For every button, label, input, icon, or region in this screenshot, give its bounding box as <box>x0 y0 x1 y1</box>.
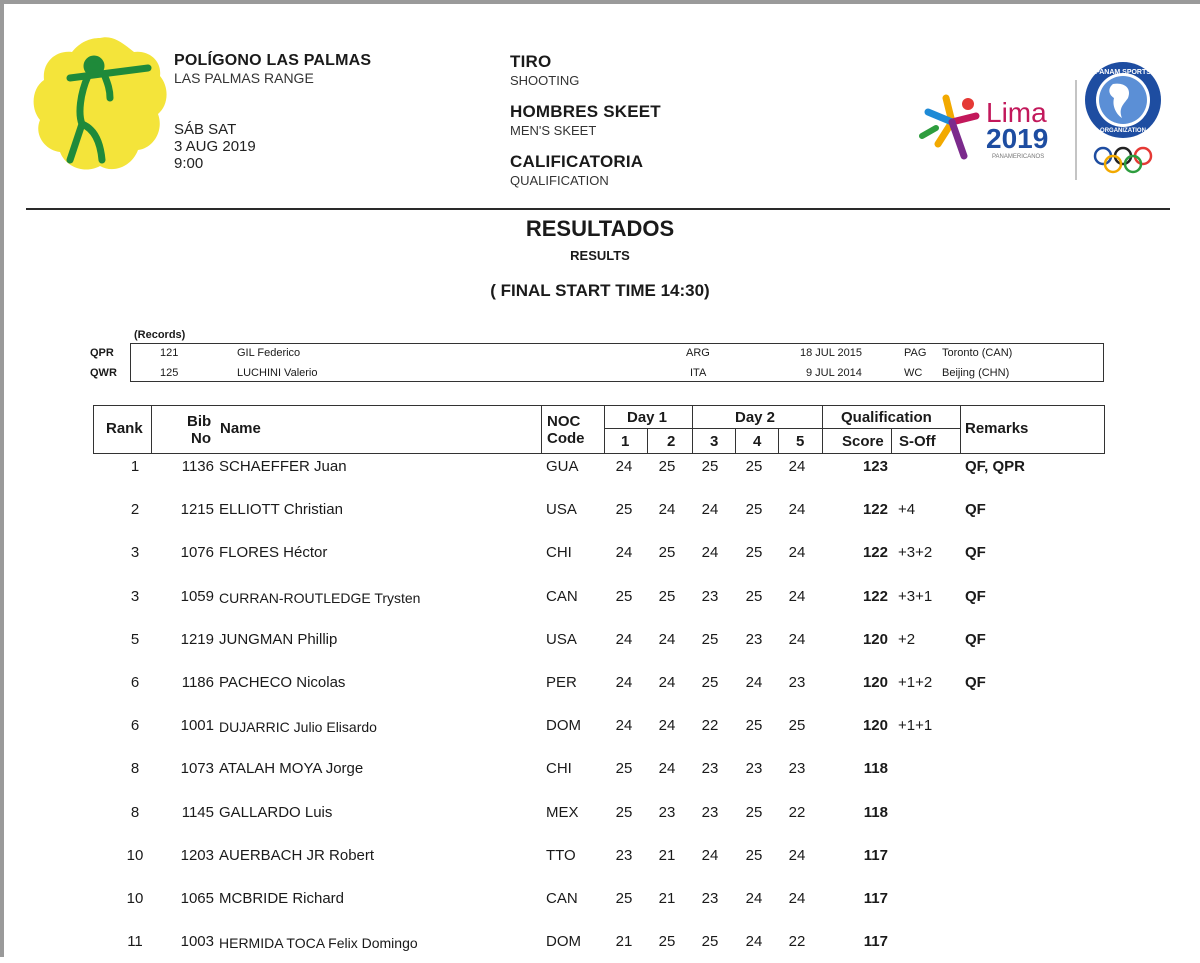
series-score-cell: 25 <box>745 501 763 519</box>
series-score-cell: 25 <box>658 458 676 475</box>
sport-en: SHOOTING <box>510 73 580 88</box>
phase-en: QUALIFICATION <box>510 173 609 188</box>
noc-cell: CHI <box>546 760 572 778</box>
athlete-name-cell: PACHECO Nicolas <box>219 674 346 691</box>
record-place: Beijing (CHN) <box>942 367 1010 379</box>
series-score-cell: 24 <box>658 760 676 778</box>
series-score-cell: 24 <box>615 674 633 691</box>
header-noc: NOC <box>547 413 581 430</box>
series-score-cell: 24 <box>615 544 633 562</box>
record-row <box>0 364 1200 382</box>
panam-sports-logo <box>1085 62 1161 172</box>
header-no: No <box>191 430 211 447</box>
series-score-cell: 23 <box>701 587 719 605</box>
series-score-cell: 24 <box>701 846 719 864</box>
header-series-2: 2 <box>667 433 676 450</box>
rank-cell: 3 <box>130 544 140 562</box>
series-score-cell: 24 <box>658 630 676 648</box>
total-score-cell: 118 <box>863 760 888 778</box>
total-score-cell: 122 <box>862 587 888 605</box>
record-place: Toronto (CAN) <box>942 347 1013 359</box>
header-day1: Day 1 <box>627 409 668 426</box>
series-score-cell: 24 <box>615 717 633 735</box>
athlete-name-cell: AUERBACH JR Robert <box>219 846 375 864</box>
table-row <box>0 544 1200 574</box>
page-subtitle: RESULTS <box>570 248 630 263</box>
record-noc: ITA <box>690 367 707 379</box>
results-table-header <box>93 405 1105 454</box>
panam-bottom-text: ORGANIZATION <box>1100 128 1146 134</box>
rank-cell: 11 <box>127 933 143 951</box>
total-score-cell: 117 <box>863 846 888 864</box>
venue-name-en: LAS PALMAS RANGE <box>174 70 314 86</box>
series-score-cell: 24 <box>745 674 763 691</box>
date-block <box>174 121 256 172</box>
series-score-cell: 23 <box>701 760 719 778</box>
header-series-4: 4 <box>753 433 762 450</box>
series-score-cell: 24 <box>658 501 676 519</box>
series-score-cell: 25 <box>745 587 763 605</box>
venue-name-es: POLÍGONO LAS PALMAS <box>174 52 372 69</box>
series-score-cell: 24 <box>788 501 806 519</box>
series-score-cell: 25 <box>658 933 676 951</box>
shoot-off-cell: +1+2 <box>898 674 933 691</box>
lima-text: Lima <box>986 97 1047 128</box>
series-score-cell: 25 <box>615 587 633 605</box>
header-series-1: 1 <box>621 433 630 450</box>
header-soff: S-Off <box>899 433 936 450</box>
table-row <box>0 588 1200 618</box>
series-score-cell: 25 <box>745 544 763 562</box>
bib-cell: 1001 <box>180 717 214 735</box>
event-date: 3 AUG 2019 <box>174 138 256 155</box>
rank-cell: 6 <box>130 674 140 691</box>
series-score-cell: 25 <box>615 501 633 519</box>
noc-cell: USA <box>546 630 577 648</box>
rank-cell: 8 <box>130 803 140 821</box>
record-event: WC <box>904 367 923 379</box>
event-block <box>510 52 661 202</box>
series-score-cell: 24 <box>788 890 806 907</box>
bib-cell: 1076 <box>180 544 214 562</box>
series-score-cell: 24 <box>658 674 676 691</box>
series-score-cell: 25 <box>701 674 719 691</box>
header-rank: Rank <box>106 420 143 437</box>
table-row <box>0 847 1200 877</box>
bib-cell: 1059 <box>180 587 214 605</box>
bib-cell: 1136 <box>181 458 214 475</box>
series-score-cell: 25 <box>615 803 633 821</box>
rank-cell: 10 <box>126 846 144 864</box>
remarks-cell: QF <box>965 501 986 519</box>
bib-cell: 1215 <box>180 501 214 519</box>
venue-block <box>174 52 371 86</box>
bib-cell: 1065 <box>180 890 214 907</box>
series-score-cell: 24 <box>701 544 719 562</box>
table-row <box>0 933 1200 963</box>
shoot-off-cell: +3+1 <box>898 587 933 605</box>
noc-cell: CAN <box>546 587 578 605</box>
series-score-cell: 24 <box>658 717 676 735</box>
record-row <box>0 344 1200 362</box>
event-day: SÁB SAT <box>174 121 237 138</box>
series-score-cell: 25 <box>745 717 763 735</box>
remarks-cell: QF <box>965 674 986 691</box>
series-score-cell: 23 <box>788 674 806 691</box>
noc-cell: DOM <box>546 933 581 951</box>
rank-cell: 10 <box>126 890 144 907</box>
series-score-cell: 21 <box>658 846 676 864</box>
bib-cell: 1203 <box>180 846 214 864</box>
total-score-cell: 120 <box>862 630 888 648</box>
rank-cell: 3 <box>130 587 140 605</box>
record-date: 9 JUL 2014 <box>806 367 862 379</box>
header-series-5: 5 <box>796 433 805 450</box>
record-code: QWR <box>90 367 117 379</box>
shoot-off-cell: +2 <box>898 630 916 648</box>
final-start-note: ( FINAL START TIME 14:30) <box>490 281 710 300</box>
table-row <box>0 631 1200 661</box>
series-score-cell: 25 <box>658 587 676 605</box>
total-score-cell: 118 <box>863 803 888 821</box>
table-row <box>0 458 1200 488</box>
total-score-cell: 123 <box>862 458 888 475</box>
series-score-cell: 23 <box>701 890 719 907</box>
series-score-cell: 23 <box>745 760 763 778</box>
noc-cell: CHI <box>546 544 572 562</box>
header-score: Score <box>842 433 884 450</box>
noc-cell: MEX <box>546 803 579 821</box>
header-bib: Bib <box>187 413 212 430</box>
noc-cell: PER <box>546 674 577 691</box>
bib-cell: 1145 <box>181 803 214 821</box>
phase-es: CALIFICATORIA <box>510 152 644 171</box>
series-score-cell: 24 <box>701 501 719 519</box>
header-day2: Day 2 <box>735 409 776 426</box>
series-score-cell: 25 <box>745 846 763 864</box>
series-score-cell: 24 <box>745 933 763 951</box>
bib-cell: 1186 <box>181 674 214 691</box>
shoot-off-cell: +1+1 <box>898 717 933 735</box>
series-score-cell: 23 <box>788 760 806 778</box>
bib-cell: 1219 <box>180 630 214 648</box>
series-score-cell: 22 <box>788 803 806 821</box>
rank-cell: 6 <box>130 717 140 735</box>
bib-cell: 1073 <box>180 760 214 778</box>
record-code: QPR <box>90 347 114 359</box>
noc-cell: GUA <box>546 458 579 475</box>
remarks-cell: QF <box>965 587 986 605</box>
remarks-cell: QF <box>965 630 986 648</box>
total-score-cell: 117 <box>863 933 888 951</box>
series-score-cell: 25 <box>615 760 633 778</box>
series-score-cell: 25 <box>701 458 719 475</box>
series-score-cell: 23 <box>745 630 763 648</box>
record-score: 121 <box>160 347 179 359</box>
athlete-name-cell: JUNGMAN Phillip <box>219 630 338 648</box>
record-score: 125 <box>160 367 179 379</box>
header-code: Code <box>547 430 585 447</box>
noc-cell: TTO <box>546 846 576 864</box>
record-noc: ARG <box>686 347 710 359</box>
series-score-cell: 21 <box>615 933 633 951</box>
record-name: GIL Federico <box>237 347 301 359</box>
series-score-cell: 24 <box>788 630 806 648</box>
series-score-cell: 25 <box>658 544 676 562</box>
athlete-name-cell: HERMIDA TOCA Felix Domingo <box>219 935 418 952</box>
series-score-cell: 23 <box>658 803 676 821</box>
series-score-cell: 23 <box>615 846 633 864</box>
series-score-cell: 22 <box>701 717 719 735</box>
series-score-cell: 23 <box>701 803 719 821</box>
total-score-cell: 120 <box>862 674 888 691</box>
table-row <box>0 674 1200 704</box>
record-event: PAG <box>904 347 927 359</box>
record-name: LUCHINI Valerio <box>237 367 318 379</box>
series-score-cell: 21 <box>658 890 676 907</box>
series-score-cell: 22 <box>788 933 806 951</box>
series-score-cell: 25 <box>788 717 806 735</box>
series-score-cell: 25 <box>701 630 719 648</box>
rank-cell: 1 <box>130 458 140 475</box>
rank-cell: 2 <box>130 501 140 519</box>
series-score-cell: 24 <box>745 890 763 907</box>
total-score-cell: 122 <box>862 501 888 519</box>
series-score-cell: 24 <box>788 544 806 562</box>
athlete-name-cell: FLORES Héctor <box>219 544 328 562</box>
header-divider <box>26 208 1170 210</box>
athlete-name-cell: MCBRIDE Richard <box>219 890 345 907</box>
series-score-cell: 24 <box>788 458 806 475</box>
panam-top-text: PANAM SPORTS <box>1095 69 1151 76</box>
athlete-name-cell: SCHAEFFER Juan <box>219 458 347 475</box>
athlete-name-cell: GALLARDO Luis <box>219 803 333 821</box>
bib-cell: 1003 <box>180 933 214 951</box>
noc-cell: USA <box>546 501 577 519</box>
lima-subtext: PANAMERICANOS <box>992 154 1045 160</box>
shoot-off-cell: +3+2 <box>898 544 933 562</box>
shoot-off-cell: +4 <box>898 501 916 519</box>
athlete-name-cell: ATALAH MOYA Jorge <box>219 760 364 778</box>
page-title: RESULTADOS <box>525 216 675 241</box>
series-score-cell: 24 <box>788 587 806 605</box>
noc-cell: DOM <box>546 717 581 735</box>
table-row <box>0 804 1200 834</box>
remarks-cell: QF <box>965 544 986 562</box>
record-date: 18 JUL 2015 <box>800 347 862 359</box>
rank-cell: 8 <box>130 760 140 778</box>
event-name-en: MEN'S SKEET <box>510 123 597 138</box>
athlete-name-cell: DUJARRIC Julio Elisardo <box>219 719 377 736</box>
remarks-cell: QF, QPR <box>965 458 1026 475</box>
series-score-cell: 24 <box>615 630 633 648</box>
series-score-cell: 25 <box>701 933 719 951</box>
athlete-name-cell: ELLIOTT Christian <box>219 501 343 519</box>
event-time: 9:00 <box>174 155 204 172</box>
series-score-cell: 25 <box>615 890 633 907</box>
lima-2019-logo <box>922 97 1048 160</box>
header-series-3: 3 <box>710 433 719 450</box>
shooting-pictogram-icon <box>30 32 170 177</box>
series-score-cell: 24 <box>788 846 806 864</box>
rank-cell: 5 <box>130 630 140 648</box>
noc-cell: CAN <box>546 890 578 907</box>
header-remarks: Remarks <box>965 420 1029 437</box>
sponsor-logos <box>918 60 1168 190</box>
sport-es: TIRO <box>510 52 552 71</box>
total-score-cell: 122 <box>862 544 888 562</box>
series-score-cell: 25 <box>745 458 763 475</box>
table-row <box>0 760 1200 790</box>
total-score-cell: 120 <box>862 717 888 735</box>
lima-year: 2019 <box>986 123 1049 154</box>
athlete-name-cell: CURRAN-ROUTLEDGE Trysten <box>219 589 421 606</box>
series-score-cell: 24 <box>615 458 633 475</box>
table-row <box>0 717 1200 747</box>
total-score-cell: 117 <box>863 890 888 907</box>
event-name-es: HOMBRES SKEET <box>510 102 661 121</box>
header-qualification: Qualification <box>841 409 932 426</box>
table-row <box>0 890 1200 920</box>
series-score-cell: 25 <box>745 803 763 821</box>
header-name: Name <box>220 420 261 437</box>
table-row <box>0 501 1200 531</box>
records-label: (Records) <box>134 329 186 341</box>
